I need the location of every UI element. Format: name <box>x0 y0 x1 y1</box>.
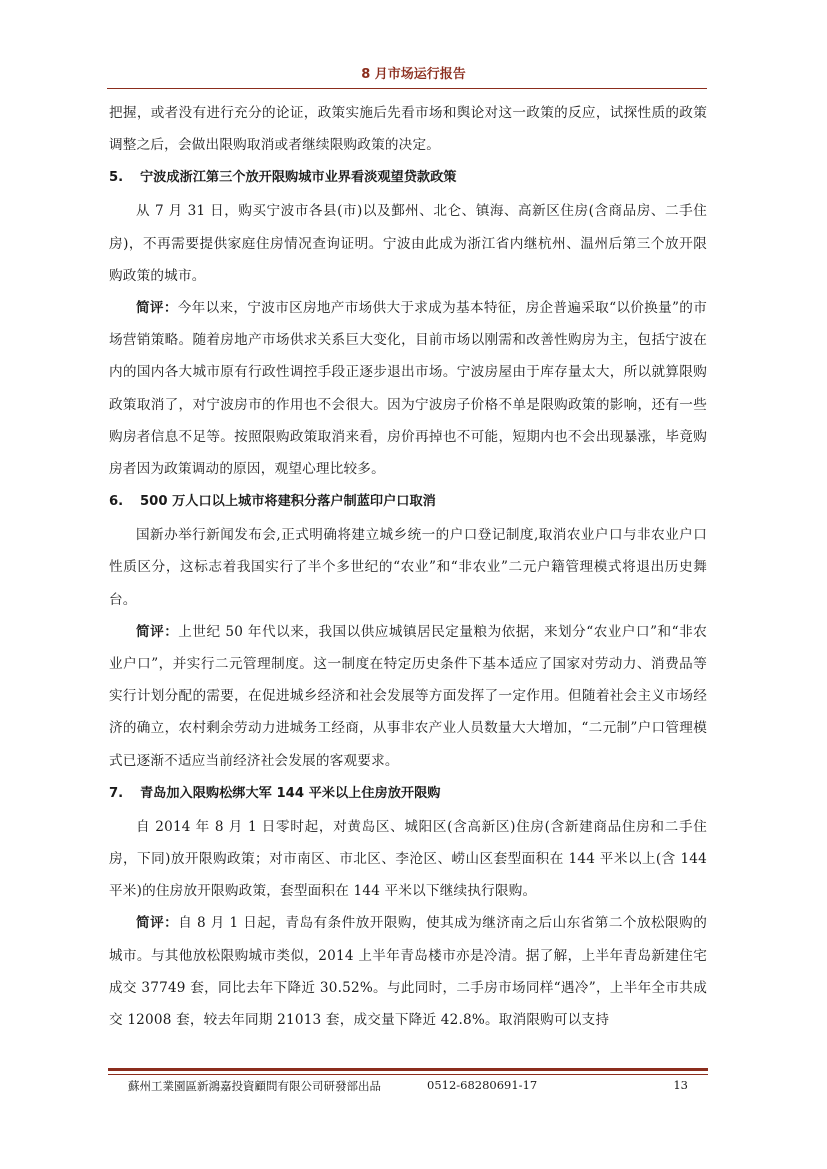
header-divider <box>107 88 707 89</box>
footer-company: 蘇州工業園區新鴻嘉投資顧問有限公司研發部出品 <box>128 1079 381 1093</box>
comment-label: 简评： <box>136 300 178 317</box>
section-6-paragraph: 国新办举行新闻发布会,正式明确将建立城乡统一的户口登记制度,取消农业户口与非农业户口性质区分，这标志着我国实行了半个多世纪的“农业”和“非农业”二元户籍管理模式将退出历史舞台。 <box>109 527 707 608</box>
section-7-number: 7. <box>109 785 124 801</box>
section-5-comment-text: 今年以来，宁波市区房地产市场供大于求成为基本特征，房企普遍采取“以价换量”的市场营销策略。随着房地产市场供求关系巨大变化，目前市场以刚需和改善性购房为主，包括宁波在内的国内各大城市原有行政性调控手段正逐步退出市场。宁波房屋由于库存量太大，所以就算限购政策取消了，对宁波房市的作用也不会很大。因为宁波房子价格不单是限购政策的影响，还有一些购房者信息不足等。按照限购政策取消来看，房价再掉也不可能，短期内也不会出现暴涨，毕竟购房者因为政策调动的原因，观望心理比较多。 <box>109 300 707 478</box>
comment-label: 简评： <box>136 623 179 640</box>
section-7-title: 青岛加入限购松绑大军 144 平米以上住房放开限购 <box>140 785 441 801</box>
section-7-comment <box>109 907 707 1036</box>
page-number: 13 <box>673 1078 688 1092</box>
section-5-title: 宁波成浙江第三个放开限购城市业界看淡观望贷款政策 <box>140 170 457 186</box>
section-7-comment-text: 自 8 月 1 日起，青岛有条件放开限购，使其成为继济南之后山东省第二个放松限购的城市。与其他放松限购城市类似，2014 上半年青岛楼市亦是冷清。据了解，上半年青岛新建住宅成交 37749 套，同比去年下降近 30.52%。与此同时，二手房市场同样“遇冷”，上半年全市共成交 12008 套，较去年同期 21013 套，成交量下降近 42.8%。取消限购可以支持 <box>109 915 708 1029</box>
footer-phone: 0512-68280691-17 <box>427 1078 538 1092</box>
section-5-number: 5. <box>109 170 124 186</box>
comment-label: 简评： <box>136 915 179 932</box>
section-5-heading <box>109 161 707 195</box>
section-6-title: 500 万人口以上城市将建积分落户制蓝印户口取消 <box>140 494 436 510</box>
section-7-heading <box>109 777 707 811</box>
document-body <box>109 97 707 1036</box>
section-5-paragraph: 从 7 月 31 日，购买宁波市各县(市)以及鄞州、北仑、镇海、高新区住房(含商品房、二手住房)，不再需要提供家庭住房情况查询证明。宁波由此成为浙江省内继杭州、温州后第三个放开限购政策的城市。 <box>109 203 707 284</box>
section-5-comment <box>109 292 707 485</box>
section-7-paragraph: 自 2014 年 8 月 1 日零时起，对黄岛区、城阳区(含高新区)住房(含新建商品住房和二手住房，下同)放开限购政策；对市南区、市北区、李沧区、崂山区套型面积在 144 平米以上(含 144 平米)的住房放开限购政策，套型面积在 144 平米以下继续执行限购。 <box>109 818 707 900</box>
footer-divider-thin <box>108 1074 708 1075</box>
section-6-comment <box>109 616 707 777</box>
page-header-title: 8 月市场运行报告 <box>361 67 466 82</box>
intro-paragraph: 把握，或者没有进行充分的论证，政策实施后先看市场和舆论对这一政策的反应，试探性质的政策调整之后，会做出限购取消或者继续限购政策的决定。 <box>109 105 707 154</box>
section-6-number: 6. <box>109 494 124 510</box>
footer-divider-thick <box>108 1068 708 1071</box>
section-6-comment-text: 上世纪 50 年代以来，我国以供应城镇居民定量粮为依据，来划分“农业户口”和“非农业户口”，并实行二元管理制度。这一制度在特定历史条件下基本适应了国家对劳动力、消费品等实行计划分配的需要，在促进城乡经济和社会发展等方面发挥了一定作用。但随着社会主义市场经济的确立，农村剩余劳动力进城务工经商，从事非农产业人员数量大大增加，“二元制”户口管理模式已逐渐不适应当前经济社会发展的客观要求。 <box>109 623 707 769</box>
section-6-heading <box>109 485 707 519</box>
